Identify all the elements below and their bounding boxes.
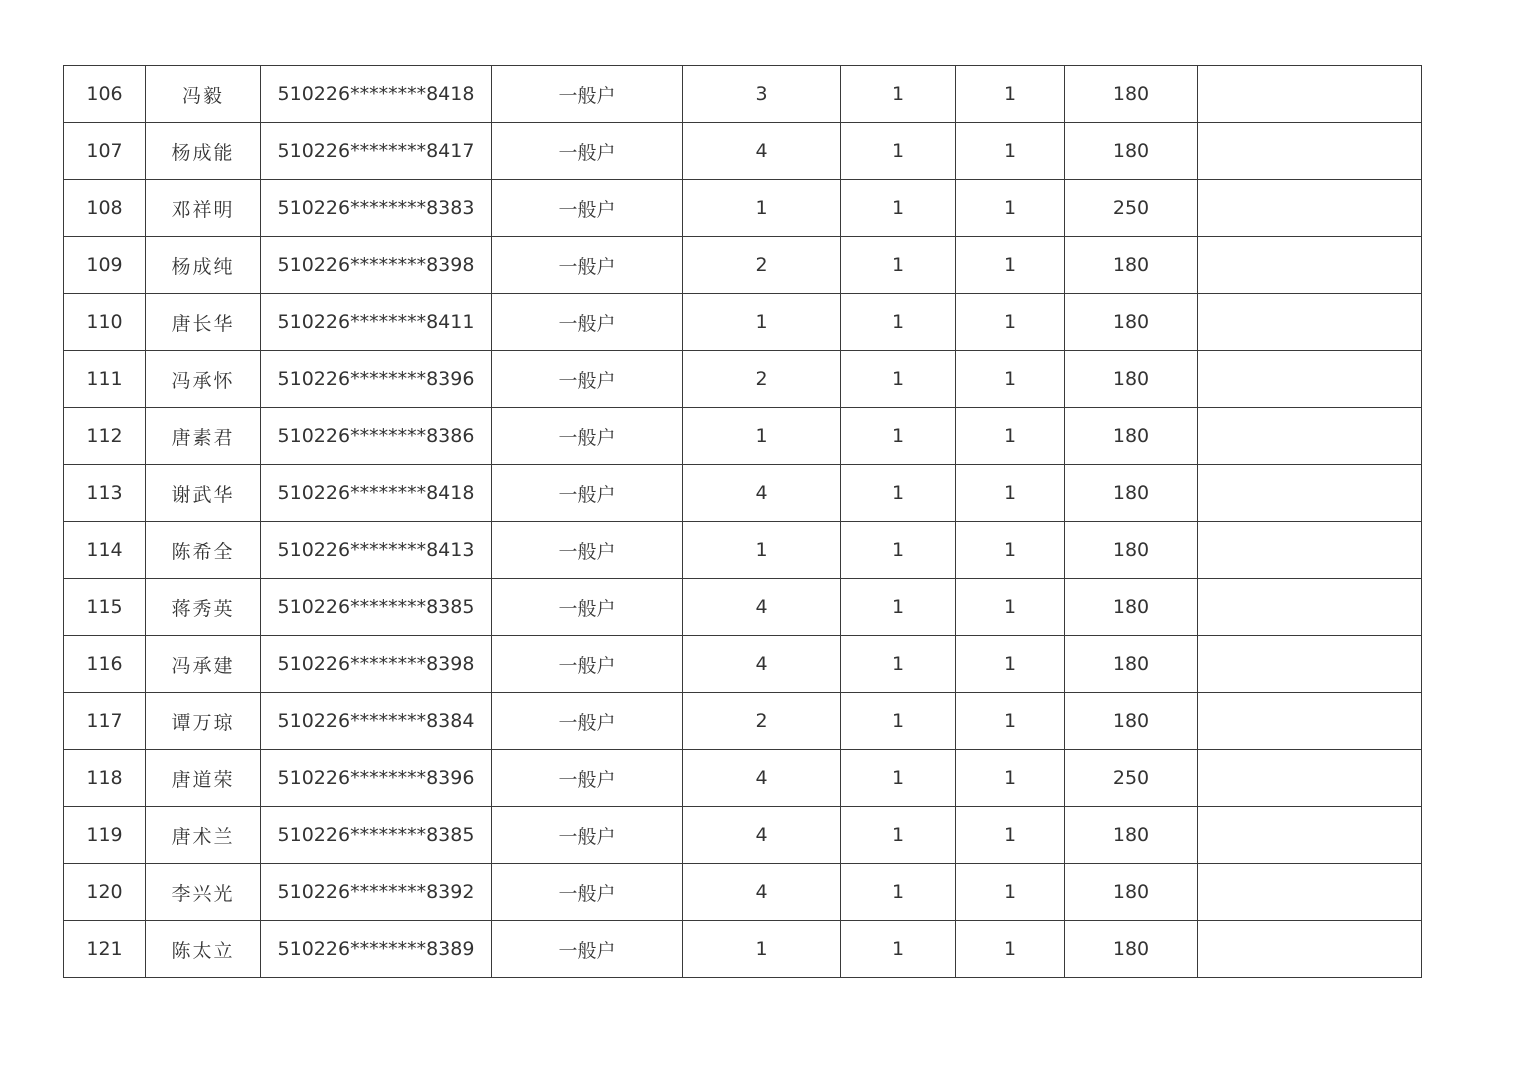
cell-col7: 1 [956, 408, 1065, 465]
cell-serial-number: 118 [64, 750, 146, 807]
table-body [64, 66, 1422, 978]
cell-household-type: 一般户 [492, 864, 683, 921]
cell-note [1198, 921, 1422, 978]
cell-household-size: 1 [683, 921, 841, 978]
cell-col6: 1 [841, 807, 956, 864]
cell-household-size: 4 [683, 750, 841, 807]
cell-serial-number: 110 [64, 294, 146, 351]
cell-id-number: 510226********8396 [261, 750, 492, 807]
cell-col7: 1 [956, 294, 1065, 351]
cell-col7: 1 [956, 579, 1065, 636]
cell-amount: 180 [1065, 807, 1198, 864]
cell-col6: 1 [841, 465, 956, 522]
cell-amount: 180 [1065, 864, 1198, 921]
cell-col6: 1 [841, 750, 956, 807]
cell-note [1198, 465, 1422, 522]
cell-serial-number: 117 [64, 693, 146, 750]
table-row [64, 123, 1422, 180]
table-row [64, 294, 1422, 351]
cell-serial-number: 116 [64, 636, 146, 693]
cell-name: 唐道荣 [146, 750, 261, 807]
cell-col6: 1 [841, 522, 956, 579]
cell-name: 杨成纯 [146, 237, 261, 294]
cell-household-type: 一般户 [492, 237, 683, 294]
cell-name: 唐长华 [146, 294, 261, 351]
cell-amount: 180 [1065, 465, 1198, 522]
cell-name: 冯承怀 [146, 351, 261, 408]
cell-amount: 250 [1065, 750, 1198, 807]
cell-household-size: 1 [683, 522, 841, 579]
cell-amount: 180 [1065, 579, 1198, 636]
cell-household-size: 4 [683, 864, 841, 921]
cell-note [1198, 66, 1422, 123]
cell-serial-number: 119 [64, 807, 146, 864]
table-row [64, 693, 1422, 750]
cell-household-type: 一般户 [492, 579, 683, 636]
cell-amount: 250 [1065, 180, 1198, 237]
cell-household-size: 2 [683, 693, 841, 750]
cell-household-type: 一般户 [492, 294, 683, 351]
cell-name: 唐术兰 [146, 807, 261, 864]
cell-id-number: 510226********8392 [261, 864, 492, 921]
cell-note [1198, 123, 1422, 180]
cell-household-size: 3 [683, 66, 841, 123]
table-row [64, 579, 1422, 636]
table-row [64, 237, 1422, 294]
cell-note [1198, 693, 1422, 750]
cell-id-number: 510226********8384 [261, 693, 492, 750]
table-row [64, 351, 1422, 408]
cell-note [1198, 408, 1422, 465]
table-row [64, 636, 1422, 693]
cell-household-size: 1 [683, 408, 841, 465]
cell-name: 冯承建 [146, 636, 261, 693]
cell-col6: 1 [841, 294, 956, 351]
cell-col7: 1 [956, 864, 1065, 921]
table-row [64, 864, 1422, 921]
cell-id-number: 510226********8413 [261, 522, 492, 579]
cell-col6: 1 [841, 921, 956, 978]
cell-household-type: 一般户 [492, 465, 683, 522]
cell-note [1198, 807, 1422, 864]
cell-amount: 180 [1065, 636, 1198, 693]
cell-note [1198, 522, 1422, 579]
cell-household-type: 一般户 [492, 123, 683, 180]
cell-household-type: 一般户 [492, 522, 683, 579]
cell-amount: 180 [1065, 351, 1198, 408]
cell-id-number: 510226********8383 [261, 180, 492, 237]
table-row [64, 921, 1422, 978]
table-row [64, 180, 1422, 237]
cell-amount: 180 [1065, 123, 1198, 180]
table-row [64, 465, 1422, 522]
cell-serial-number: 114 [64, 522, 146, 579]
cell-name: 唐素君 [146, 408, 261, 465]
cell-household-type: 一般户 [492, 636, 683, 693]
cell-serial-number: 113 [64, 465, 146, 522]
cell-id-number: 510226********8389 [261, 921, 492, 978]
cell-serial-number: 107 [64, 123, 146, 180]
cell-serial-number: 121 [64, 921, 146, 978]
cell-serial-number: 111 [64, 351, 146, 408]
table-row [64, 408, 1422, 465]
cell-amount: 180 [1065, 693, 1198, 750]
cell-col7: 1 [956, 807, 1065, 864]
cell-id-number: 510226********8386 [261, 408, 492, 465]
cell-col7: 1 [956, 180, 1065, 237]
cell-household-size: 4 [683, 807, 841, 864]
cell-household-type: 一般户 [492, 66, 683, 123]
table-row [64, 66, 1422, 123]
table-row [64, 522, 1422, 579]
cell-household-size: 4 [683, 465, 841, 522]
cell-household-type: 一般户 [492, 750, 683, 807]
cell-name: 蒋秀英 [146, 579, 261, 636]
cell-note [1198, 579, 1422, 636]
cell-note [1198, 294, 1422, 351]
cell-household-type: 一般户 [492, 807, 683, 864]
cell-id-number: 510226********8418 [261, 66, 492, 123]
cell-note [1198, 351, 1422, 408]
table-row [64, 750, 1422, 807]
household-table [63, 65, 1422, 978]
cell-col7: 1 [956, 522, 1065, 579]
cell-id-number: 510226********8411 [261, 294, 492, 351]
cell-name: 杨成能 [146, 123, 261, 180]
cell-id-number: 510226********8396 [261, 351, 492, 408]
cell-note [1198, 750, 1422, 807]
cell-col7: 1 [956, 693, 1065, 750]
cell-col7: 1 [956, 237, 1065, 294]
cell-name: 谢武华 [146, 465, 261, 522]
cell-household-type: 一般户 [492, 408, 683, 465]
cell-col6: 1 [841, 237, 956, 294]
cell-col6: 1 [841, 351, 956, 408]
cell-col7: 1 [956, 123, 1065, 180]
cell-household-type: 一般户 [492, 693, 683, 750]
table-row [64, 807, 1422, 864]
cell-household-size: 4 [683, 579, 841, 636]
cell-household-size: 2 [683, 237, 841, 294]
cell-id-number: 510226********8418 [261, 465, 492, 522]
cell-col6: 1 [841, 636, 956, 693]
cell-household-type: 一般户 [492, 351, 683, 408]
cell-name: 陈太立 [146, 921, 261, 978]
cell-id-number: 510226********8398 [261, 636, 492, 693]
cell-col6: 1 [841, 66, 956, 123]
cell-household-type: 一般户 [492, 921, 683, 978]
cell-id-number: 510226********8385 [261, 807, 492, 864]
cell-household-size: 2 [683, 351, 841, 408]
cell-amount: 180 [1065, 294, 1198, 351]
cell-serial-number: 108 [64, 180, 146, 237]
cell-col7: 1 [956, 921, 1065, 978]
cell-household-size: 1 [683, 294, 841, 351]
cell-amount: 180 [1065, 408, 1198, 465]
cell-serial-number: 106 [64, 66, 146, 123]
cell-name: 李兴光 [146, 864, 261, 921]
cell-name: 谭万琼 [146, 693, 261, 750]
cell-amount: 180 [1065, 66, 1198, 123]
cell-col6: 1 [841, 180, 956, 237]
cell-col6: 1 [841, 864, 956, 921]
cell-household-size: 4 [683, 123, 841, 180]
cell-id-number: 510226********8385 [261, 579, 492, 636]
cell-household-type: 一般户 [492, 180, 683, 237]
cell-amount: 180 [1065, 237, 1198, 294]
cell-col7: 1 [956, 636, 1065, 693]
cell-note [1198, 180, 1422, 237]
cell-note [1198, 237, 1422, 294]
cell-id-number: 510226********8417 [261, 123, 492, 180]
cell-name: 冯毅 [146, 66, 261, 123]
cell-col7: 1 [956, 351, 1065, 408]
cell-note [1198, 864, 1422, 921]
cell-name: 邓祥明 [146, 180, 261, 237]
cell-serial-number: 109 [64, 237, 146, 294]
cell-household-size: 1 [683, 180, 841, 237]
cell-amount: 180 [1065, 522, 1198, 579]
cell-serial-number: 120 [64, 864, 146, 921]
cell-col7: 1 [956, 465, 1065, 522]
cell-id-number: 510226********8398 [261, 237, 492, 294]
cell-col6: 1 [841, 579, 956, 636]
cell-amount: 180 [1065, 921, 1198, 978]
cell-col7: 1 [956, 66, 1065, 123]
cell-col7: 1 [956, 750, 1065, 807]
cell-household-size: 4 [683, 636, 841, 693]
cell-col6: 1 [841, 693, 956, 750]
cell-note [1198, 636, 1422, 693]
cell-col6: 1 [841, 408, 956, 465]
cell-name: 陈希全 [146, 522, 261, 579]
cell-serial-number: 112 [64, 408, 146, 465]
cell-col6: 1 [841, 123, 956, 180]
cell-serial-number: 115 [64, 579, 146, 636]
